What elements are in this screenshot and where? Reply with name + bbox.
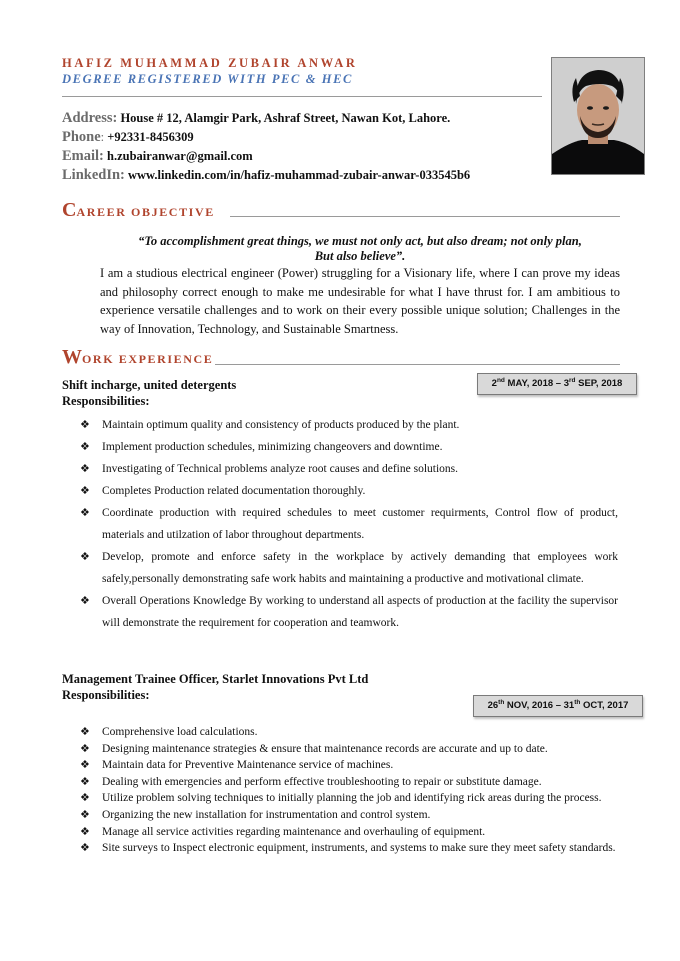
responsibilities-label: Responsibilities: (62, 394, 150, 408)
address-value: House # 12, Alamgir Park, Ashraf Street, Nawan Kot, Lahore. (120, 111, 451, 125)
job-title: Shift incharge, united detergents (62, 378, 237, 392)
list-item-text: Utilize problem solving techniques to initially planning the job and identifying rick areas during the process. (102, 792, 602, 805)
date-end-suffix: th (574, 698, 581, 706)
date-end-suffix: rd (569, 376, 576, 384)
list-item (0, 502, 618, 546)
date-start-day: 26 (487, 700, 499, 711)
list-item (0, 757, 618, 774)
list-item-text: Implement production schedules, minimizing changeovers and downtime. (102, 441, 443, 453)
diamond-bullet-icon: ❖ (80, 725, 90, 738)
work-experience-heading (62, 346, 213, 369)
list-item (0, 546, 618, 590)
diamond-bullet-icon: ❖ (80, 418, 90, 431)
date-start-rest: NOV, 2016 – 31 (504, 700, 575, 711)
profile-photo (551, 57, 645, 175)
resume-name: HAFIZ MUHAMMAD ZUBAIR ANWAR (62, 56, 358, 70)
diamond-bullet-icon: ❖ (80, 484, 90, 497)
diamond-bullet-icon: ❖ (80, 807, 90, 821)
list-item-text: Overall Operations Knowledge By working to understand all aspects of production at the facility the supervisor will demonstrate the requirement for cooperation and teamwork. (102, 595, 618, 629)
diamond-bullet-icon: ❖ (80, 841, 90, 855)
list-item (0, 724, 618, 741)
linkedin-label: LinkedIn: (62, 167, 125, 183)
career-objective-rule (230, 216, 620, 217)
diamond-bullet-icon: ❖ (80, 594, 90, 607)
diamond-bullet-icon: ❖ (80, 440, 90, 453)
career-objective-heading (62, 199, 215, 222)
list-item-text: Develop, promote and enforce safety in the workplace by actively demanding that employees work safely,personally demonstrating safe work habits and maintaining a productive and motivational climate. (102, 551, 618, 585)
list-item (0, 590, 618, 634)
diamond-bullet-icon: ❖ (80, 741, 90, 755)
objective-text: I am a studious electrical engineer (Power) struggling for a Visionary life, where I can prove my ideas and philosophy correct enough to make me undesirable for what I have thrust for. I am ambitious to experience versatile challenges and to work on their every possible unique solution; Challenges in the way of Innovation, Technology, and Sustainable Smartness. (100, 266, 620, 336)
person-portrait-icon (552, 58, 644, 174)
email-line (62, 148, 253, 165)
linkedin-value[interactable]: www.linkedin.com/in/hafiz-muhammad-zubair-anwar-033545b6 (128, 168, 471, 182)
list-item-text: Completes Production related documentation thoroughly. (102, 485, 366, 497)
job-title: Management Trainee Officer, Starlet Innovations Pvt Ltd (62, 672, 369, 686)
list-item (0, 824, 618, 841)
career-objective-initial: C (62, 199, 77, 221)
list-item-text: Organizing the new installation for instrumentation and control system. (102, 808, 431, 821)
work-experience-rule (215, 364, 620, 365)
degree-subtitle: DEGREE REGISTERED WITH PEC & HEC (62, 72, 353, 86)
phone-value: +92331-8456309 (107, 130, 194, 144)
date-start-suffix: nd (496, 376, 505, 384)
list-item-text: Maintain data for Preventive Maintenance service of machines. (102, 759, 394, 772)
list-item-text: Comprehensive load calculations. (102, 726, 258, 738)
list-item (0, 458, 618, 480)
list-item (0, 807, 618, 824)
list-item-text: Dealing with emergencies and perform effective troubleshooting to repair or substitute damage. (102, 775, 542, 788)
list-item (0, 741, 618, 758)
diamond-bullet-icon: ❖ (80, 824, 90, 838)
responsibilities-label: Responsibilities: (62, 688, 150, 702)
email-label: Email: (62, 148, 104, 164)
list-item (0, 414, 618, 436)
list-item (0, 840, 618, 857)
career-objective-title: AREER OBJECTIVE (76, 205, 215, 219)
list-item (0, 774, 618, 791)
diamond-bullet-icon: ❖ (80, 758, 90, 772)
date-start-suffix: th (498, 698, 505, 706)
list-item-text: Designing maintenance strategies & ensure that maintenance records are accurate and up to date. (102, 742, 548, 755)
date-start-rest: MAY, 2018 – 3 (504, 378, 569, 389)
diamond-bullet-icon: ❖ (80, 791, 90, 805)
date-end-rest: OCT, 2017 (580, 700, 629, 711)
list-item (0, 436, 618, 458)
list-item-text: Site surveys to Inspect electronic equipment, instruments, and systems to make sure they meet safety standards. (102, 842, 616, 855)
diamond-bullet-icon: ❖ (80, 506, 90, 519)
header-divider (62, 96, 542, 97)
diamond-bullet-icon: ❖ (80, 550, 90, 563)
address-line (62, 110, 450, 127)
phone-label: Phone (62, 129, 101, 145)
responsibilities-list (0, 724, 618, 857)
diamond-bullet-icon: ❖ (80, 774, 90, 788)
list-item (0, 790, 618, 807)
phone-line (62, 129, 194, 146)
date-start-day: 2 (491, 378, 497, 389)
objective-quote-line1: “To accomplishment great things, we must not only act, but also dream; not only plan, (138, 234, 582, 248)
phone-separator: : (100, 130, 105, 144)
address-label: Address: (62, 110, 118, 126)
list-item-text: Investigating of Technical problems analyze root causes and define solutions. (102, 463, 459, 475)
list-item (0, 480, 618, 502)
list-item-text: Manage all service activities regarding maintenance and overhauling of equipment. (102, 825, 486, 838)
work-experience-initial: W (62, 346, 82, 368)
job-date-range (477, 373, 637, 395)
objective-quote-line2: But also believe”. (314, 249, 406, 263)
job-date-range (473, 695, 643, 717)
list-item-text: Coordinate production with required schedules to meet customer requirments, Control flow of product, materials and utilzation of labor throughout departments. (102, 507, 618, 541)
linkedin-line (62, 167, 470, 184)
email-value[interactable]: h.zubairanwar@gmail.com (107, 149, 253, 163)
work-experience-title: ORK EXPERIENCE (82, 352, 214, 366)
responsibilities-list (0, 414, 618, 634)
date-end-rest: SEP, 2018 (575, 378, 623, 389)
diamond-bullet-icon: ❖ (80, 462, 90, 475)
list-item-text: Maintain optimum quality and consistency of products produced by the plant. (102, 419, 460, 431)
